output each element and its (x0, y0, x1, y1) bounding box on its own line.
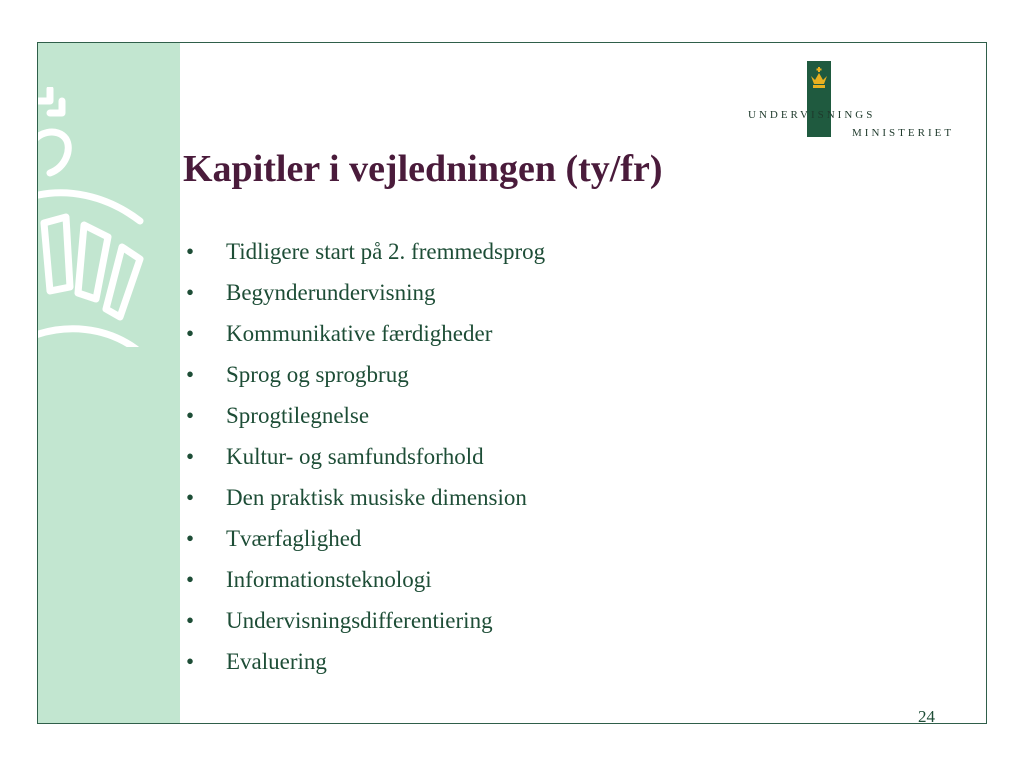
list-item (186, 362, 545, 403)
bullet-icon: • (186, 444, 195, 469)
bullet-icon: • (186, 280, 195, 305)
list-item-text: Kultur- og samfundsforhold (226, 444, 484, 469)
bullet-icon: • (186, 403, 195, 428)
bullet-list (186, 239, 545, 690)
list-item (186, 444, 545, 485)
page-number: 24 (918, 707, 935, 724)
list-item (186, 280, 545, 321)
list-item-text: Evaluering (226, 649, 327, 674)
logo-text-line1: UNDERVISNINGS (748, 109, 876, 121)
list-item-text: Tværfaglighed (226, 526, 362, 551)
list-item-text: Undervisningsdifferentiering (226, 608, 493, 633)
list-item-text: Informationsteknologi (226, 567, 432, 592)
list-item-text: Sprogtilegnelse (226, 403, 370, 428)
list-item (186, 649, 545, 690)
bullet-icon: • (186, 649, 195, 674)
slide-frame (37, 42, 987, 724)
bullet-icon: • (186, 362, 195, 387)
list-item-text: Sprog og sprogbrug (226, 362, 409, 387)
list-item (186, 321, 545, 362)
list-item-text: Den praktisk musiske dimension (226, 485, 527, 510)
bullet-icon: • (186, 526, 195, 551)
list-item (186, 526, 545, 567)
list-item (186, 567, 545, 608)
list-item-text: Begynderundervisning (226, 280, 436, 305)
sidebar-band (38, 43, 180, 723)
bullet-icon: • (186, 567, 195, 592)
slide-title: Kapitler i vejledningen (ty/fr) (183, 148, 663, 190)
crown-watermark-icon (37, 87, 154, 347)
list-item (186, 239, 545, 280)
list-item-text: Kommunikative færdigheder (226, 321, 493, 346)
list-item (186, 403, 545, 444)
crown-icon (810, 67, 828, 89)
bullet-icon: • (186, 239, 195, 264)
list-item (186, 485, 545, 526)
bullet-icon: • (186, 485, 195, 510)
bullet-icon: • (186, 608, 195, 633)
ministry-logo (746, 61, 966, 161)
list-item-text: Tidligere start på 2. fremmedsprog (226, 239, 546, 264)
bullet-icon: • (186, 321, 195, 346)
logo-text-line2: MINISTERIET (852, 127, 955, 139)
list-item (186, 608, 545, 649)
